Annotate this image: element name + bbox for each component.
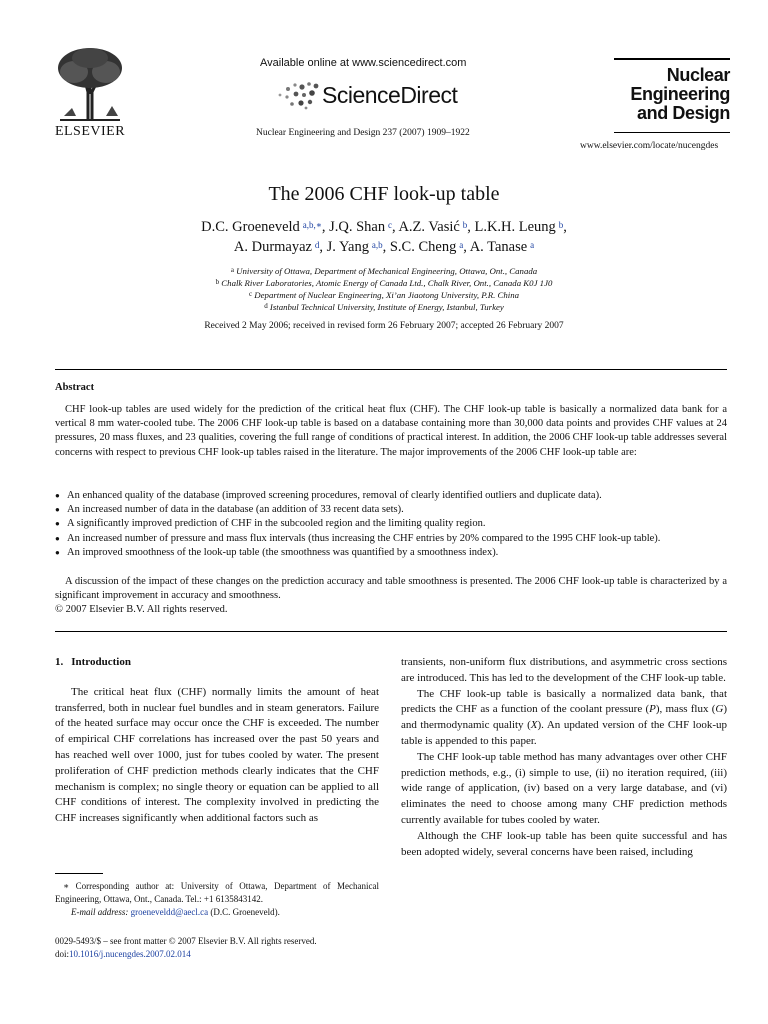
- body-text: ). An updated version of the CHF look-up table is appended to this paper.: [401, 719, 727, 747]
- affiliation-text: Istanbul Technical University, Institute of Energy, Istanbul, Turkey: [269, 302, 504, 312]
- author-separator: ,: [563, 219, 567, 235]
- body-paragraph: Although the CHF look-up table has been quite successful and has been adopted widely, several concerns have been raised, including: [401, 829, 727, 858]
- body-paragraph: transients, non-uniform flux distributions, and asymmetric cross sections are introduced. This has led to the development of the CHF look-up table.: [401, 656, 727, 684]
- affiliation-link[interactable]: d: [314, 240, 320, 250]
- received-dates: Received 2 May 2006; received in revised form 26 February 2007; accepted 26 February 2007: [204, 321, 564, 331]
- author-separator: ,: [382, 239, 390, 255]
- footnote-text: Corresponding author at: University of Ottawa, Department of Mechanical Engineering, Ottawa, Ont., Canada. Tel.: +1 6135843142.: [55, 881, 380, 904]
- body-text: ), mass flux (: [655, 703, 716, 716]
- author-separator: ,: [463, 239, 470, 255]
- author-name: S.C. Cheng: [389, 239, 457, 255]
- author-name: D.C. Groeneveld: [201, 219, 300, 235]
- affiliation-text: Chalk River Laboratories, Atomic Energy of Canada Ltd., Chalk River, Ont., Canada K0J 1J0: [221, 278, 553, 288]
- abstract-closing: [55, 575, 727, 618]
- author-line: [0, 217, 768, 237]
- journal-title: [614, 66, 730, 123]
- list-item: ● An improved smoothness of the look-up table (the smoothness was quantified by a smoothness index).: [55, 546, 727, 560]
- abstract-rule-top: [55, 369, 727, 370]
- affiliation-key: d: [264, 302, 268, 310]
- body-text: The CHF look-up table is basically a normalized data bank, that predicts the CHF as a function of the coolant pressure (: [401, 687, 727, 716]
- author-name: A. Durmayaz: [233, 239, 312, 255]
- symbol-mass-flux: G: [715, 703, 724, 716]
- list-item: ● An increased number of data in the database (an addition of 33 recent data sets).: [55, 503, 727, 517]
- author-name: J.Q. Shan: [329, 219, 386, 235]
- list-item: ● A significantly improved prediction of CHF in the subcooled region and the limiting quality region.: [55, 517, 727, 531]
- author-name: A.Z. Vasić: [398, 219, 460, 235]
- paper-title: The 2006 CHF look-up table: [268, 183, 500, 205]
- author-separator: ,: [321, 219, 330, 235]
- publisher-name: ELSEVIER: [54, 124, 126, 139]
- footnote-email: [55, 906, 379, 919]
- affiliation-link[interactable]: b: [558, 220, 564, 230]
- abstract-rule-bottom: [55, 631, 727, 632]
- elsevier-tree-icon: [50, 42, 130, 122]
- affiliation-item: [0, 289, 768, 301]
- journal-citation: Nuclear Engineering and Design 237 (2007) 1909–1922: [256, 128, 470, 138]
- email-label: E-mail address:: [71, 907, 129, 917]
- affiliation-list: [0, 265, 768, 313]
- affiliation-link[interactable]: b: [462, 220, 468, 230]
- affiliation-key: c: [248, 290, 253, 298]
- footnote-corresponding: [55, 880, 379, 906]
- affiliation-link[interactable]: a,b: [371, 240, 383, 250]
- author-separator: ,: [392, 219, 399, 235]
- body-paragraph: The critical heat flux (CHF) normally limits the amount of heat transferred, both in nuclear fuel bundles and in steam generators. Failure of the heated surface may occur once the CHF is exceeded. The number of empirical CHF correlations has increased over the past 50 years and has reached well over 1000, just for tubes cooled by water. The present proliferation of CHF prediction methods clearly indicates that the CHF mechanism is complex; no single theory or equation can be applied to all CHF conditions of interest. The complexity involved in predicting the CHF increases significantly when additional factors such as: [55, 685, 379, 825]
- affiliation-link[interactable]: a: [459, 240, 464, 250]
- email-link[interactable]: groeneveldd@aecl.ca: [130, 907, 209, 917]
- footnote-rule: [55, 873, 103, 874]
- author-name: J. Yang: [326, 239, 369, 255]
- front-matter-line: 0029-5493/$ – see front matter © 2007 Elsevier B.V. All rights reserved.: [55, 936, 317, 946]
- journal-title-line: Engineering: [630, 84, 730, 104]
- symbol-pressure: P: [649, 703, 656, 716]
- email-owner: (D.C. Groeneveld).: [210, 907, 280, 917]
- abstract-heading: Abstract: [55, 382, 95, 393]
- available-online-text[interactable]: Available online at www.sciencedirect.com: [260, 57, 467, 69]
- footnote-mark: ∗: [63, 881, 70, 891]
- section-title: Introduction: [71, 656, 131, 668]
- author-name: L.K.H. Leung: [474, 219, 556, 235]
- abstract-paragraph: A discussion of the impact of these changes on the prediction accuracy and table smoothness is presented. The 2006 CHF look-up table is characterized by a significant improvement in accuracy and smoothness.: [55, 576, 727, 602]
- affiliation-key: a: [230, 266, 234, 274]
- improvements-list: [55, 489, 727, 560]
- abstract-paragraph: CHF look-up tables are used widely for the prediction of the critical heat flux (CHF). The CHF look-up table is basically a normalized data bank for a vertical 8 mm water-cooled tube. The 2006 CHF look-up table is based on a database containing more than 30,000 data points and provides CHF values at 24 pressures, 20 mass fluxes, and 23 qualities, covering the full range of conditions of practical interest. In addition, the 2006 CHF look-up table addresses several concerns with respect to previous CHF look-up tables raised in the literature. The major improvements of the 2006 CHF look-up table are:: [55, 404, 727, 458]
- journal-title-line: Nuclear: [666, 65, 730, 85]
- author-separator: ,: [319, 239, 327, 255]
- author-line: [0, 237, 768, 257]
- abstract-intro: [55, 403, 727, 460]
- body-text: ) and thermodynamic quality (: [401, 703, 727, 732]
- body-paragraph: [401, 687, 727, 750]
- affiliation-item: [0, 301, 768, 313]
- affiliation-link[interactable]: a: [530, 240, 535, 250]
- section-number: 1.: [55, 656, 64, 668]
- list-item: ● An increased number of pressure and mass flux intervals (thus increasing the CHF entries by 20% compared to the 1995 CHF look-up table).: [55, 532, 727, 546]
- journal-title-rule-top: [614, 58, 730, 60]
- list-item: ● An enhanced quality of the database (improved screening procedures, removal of clearly identified outliers and duplicate data).: [55, 489, 727, 503]
- affiliation-item: [0, 277, 768, 289]
- author-separator: ,: [467, 219, 475, 235]
- affiliation-item: [0, 265, 768, 277]
- sciencedirect-name: ScienceDirect: [322, 82, 458, 108]
- affiliation-link[interactable]: c: [388, 220, 392, 230]
- front-matter: [55, 935, 317, 961]
- left-column: [55, 655, 379, 827]
- section-heading: [55, 655, 379, 671]
- body-paragraph: The CHF look-up table method has many advantages over other CHF prediction methods, e.g., (i) simple to use, (ii) no iteration required, (iii) wide range of application, (iv) based on a very large database, and (vi) eliminates the need to choose among many CHF prediction methods currently available for tubes cooled by water.: [401, 750, 727, 826]
- author-list: [0, 217, 768, 257]
- right-column: [401, 655, 727, 860]
- doi-label: doi:: [55, 949, 70, 959]
- journal-title-line: and Design: [636, 103, 730, 123]
- doi-line: [55, 948, 317, 961]
- footnote: [55, 880, 379, 919]
- author-name: A. Tanase: [469, 239, 528, 255]
- affiliation-text: University of Ottawa, Department of Mechanical Engineering, Ottawa, Ont., Canada: [236, 266, 538, 276]
- affiliation-link[interactable]: a,b,∗: [302, 220, 322, 230]
- abstract-rights: © 2007 Elsevier B.V. All rights reserved.: [55, 604, 228, 616]
- doi-link[interactable]: 10.1016/j.nucengdes.2007.02.014: [69, 949, 191, 959]
- journal-url-link[interactable]: www.elsevier.com/locate/nucengdes: [580, 141, 719, 151]
- sciencedirect-dots-icon: [276, 80, 320, 110]
- journal-title-rule-bottom: [614, 132, 730, 133]
- symbol-quality: X: [530, 719, 538, 732]
- affiliation-key: b: [215, 278, 220, 286]
- affiliation-text: Department of Nuclear Engineering, Xi’an Jiaotong University, P.R. China: [254, 290, 519, 300]
